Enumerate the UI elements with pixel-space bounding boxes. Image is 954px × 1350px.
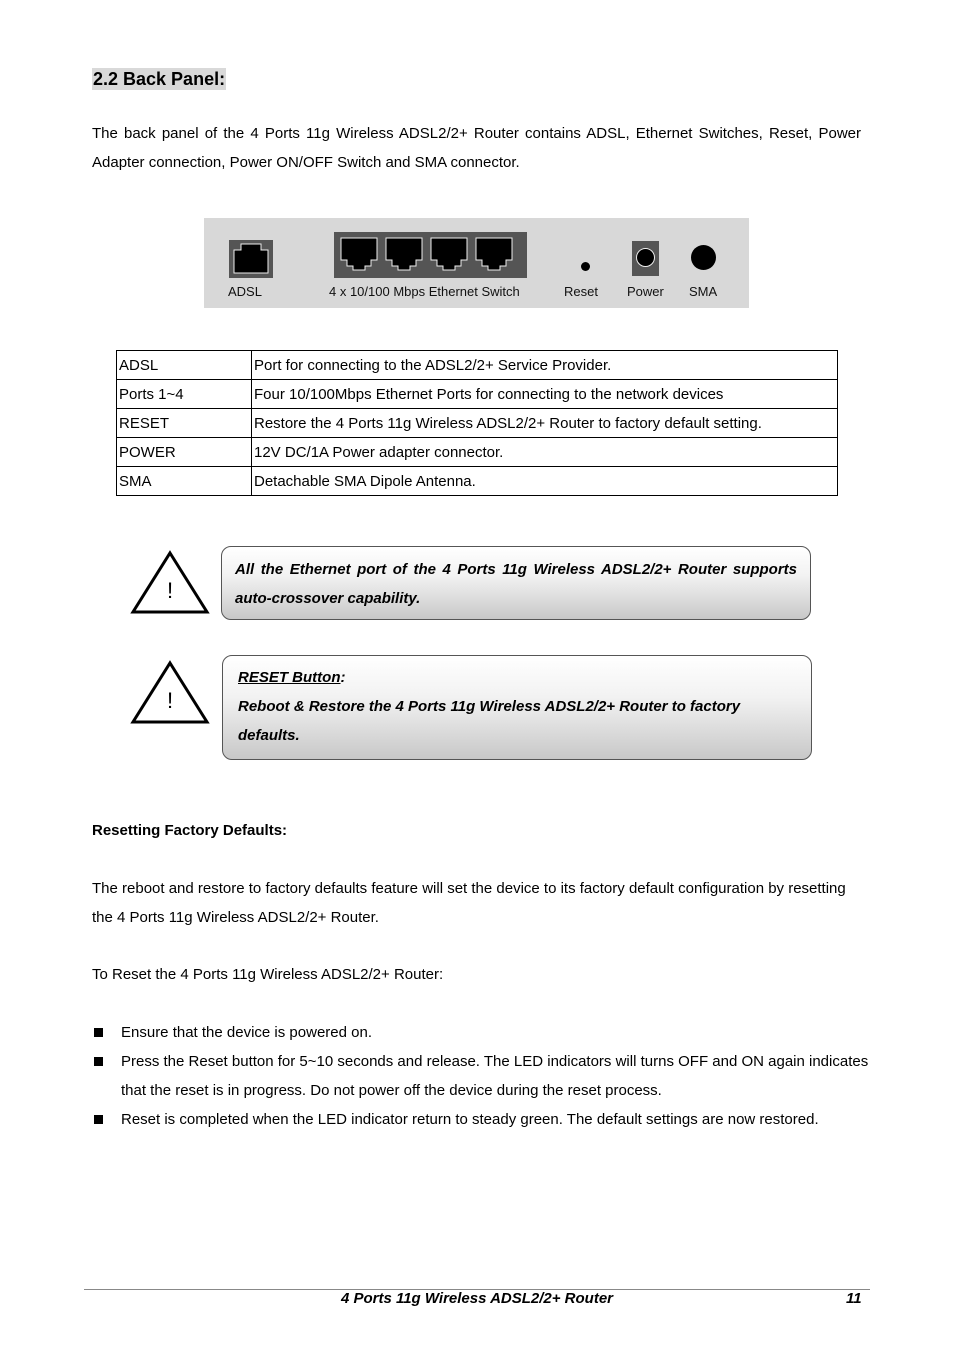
table-row [117,409,838,438]
label-adsl: ADSL [228,284,262,299]
table-row [117,380,838,409]
svg-text:!: ! [166,688,174,713]
ethernet-switch-icon [334,232,527,278]
row-desc: Four 10/100Mbps Ethernet Ports for connecting to the network devices [252,380,838,409]
row-desc: Restore the 4 Ports 11g Wireless ADSL2/2+ Router to factory default setting. [252,409,838,438]
svg-text:!: ! [166,578,174,603]
row-name: RESET [117,409,252,438]
reset-steps-list [92,1018,882,1134]
back-panel-figure [204,218,749,308]
row-desc: 12V DC/1A Power adapter connector. [252,438,838,467]
row-name: Ports 1~4 [117,380,252,409]
row-name: ADSL [117,351,252,380]
table-row [117,351,838,380]
row-name: SMA [117,467,252,496]
label-reset: Reset [564,284,598,299]
row-desc: Detachable SMA Dipole Antenna. [252,467,838,496]
spec-table [116,350,838,496]
row-desc: Port for connecting to the ADSL2/2+ Service Provider. [252,351,838,380]
note-auto-crossover [221,546,811,620]
intro-paragraph: The back panel of the 4 Ports 11g Wireless ADSL2/2+ Router contains ADSL, Ethernet Switches, Reset, Power Adapter connection, Power ON/OFF Switch and SMA connector. [92,125,861,171]
list-item: Reset is completed when the LED indicator return to steady green. The default settings are now restored. [92,1105,882,1134]
sma-connector-icon [691,245,716,270]
warning-icon [130,550,210,624]
bullet-square-icon [94,1057,103,1066]
footer-title: 4 Ports 11g Wireless ADSL2/2+ Router [340,1290,614,1307]
bullet-square-icon [94,1028,103,1037]
reset-paragraph: The reboot and restore to factory defaults feature will set the device to its factory default configuration by resetting the 4 Ports 11g Wireless ADSL2/2+ Router. [92,880,846,926]
reset-button-icon [581,262,590,271]
note-text: Reboot & Restore the 4 Ports 11g Wireless ADSL2/2+ Router to factory defaults. [238,698,741,744]
label-sma: SMA [689,284,718,299]
note-text: All the Ethernet port of the 4 Ports 11g Wireless ADSL2/2+ Router supports auto-crossover capability. [235,561,797,607]
adsl-port-icon [229,240,273,278]
row-name: POWER [117,438,252,467]
section-heading: 2.2 Back Panel: [93,69,226,89]
table-row [117,467,838,496]
note-title: RESET Button [238,669,341,686]
reset-heading: Resetting Factory Defaults: [92,822,288,839]
list-item: Press the Reset button for 5~10 seconds and release. The LED indicators will turns OFF and ON again indicates that the reset is in progress. Do not power off the device during the reset process. [92,1047,882,1105]
list-item: Ensure that the device is powered on. [92,1018,882,1047]
page-number: 11 [846,1290,862,1307]
warning-icon [130,660,210,734]
bullet-square-icon [94,1115,103,1124]
table-row [117,438,838,467]
power-jack-icon [632,241,659,276]
reset-intro: To Reset the 4 Ports 11g Wireless ADSL2/2+ Router: [92,966,444,983]
label-switch: 4 x 10/100 Mbps Ethernet Switch [329,284,520,299]
label-power: Power [627,284,664,299]
note-reset-button: RESET Button: Reboot & Restore the 4 Ports 11g Wireless ADSL2/2+ Router to factory defaults. [222,655,812,760]
